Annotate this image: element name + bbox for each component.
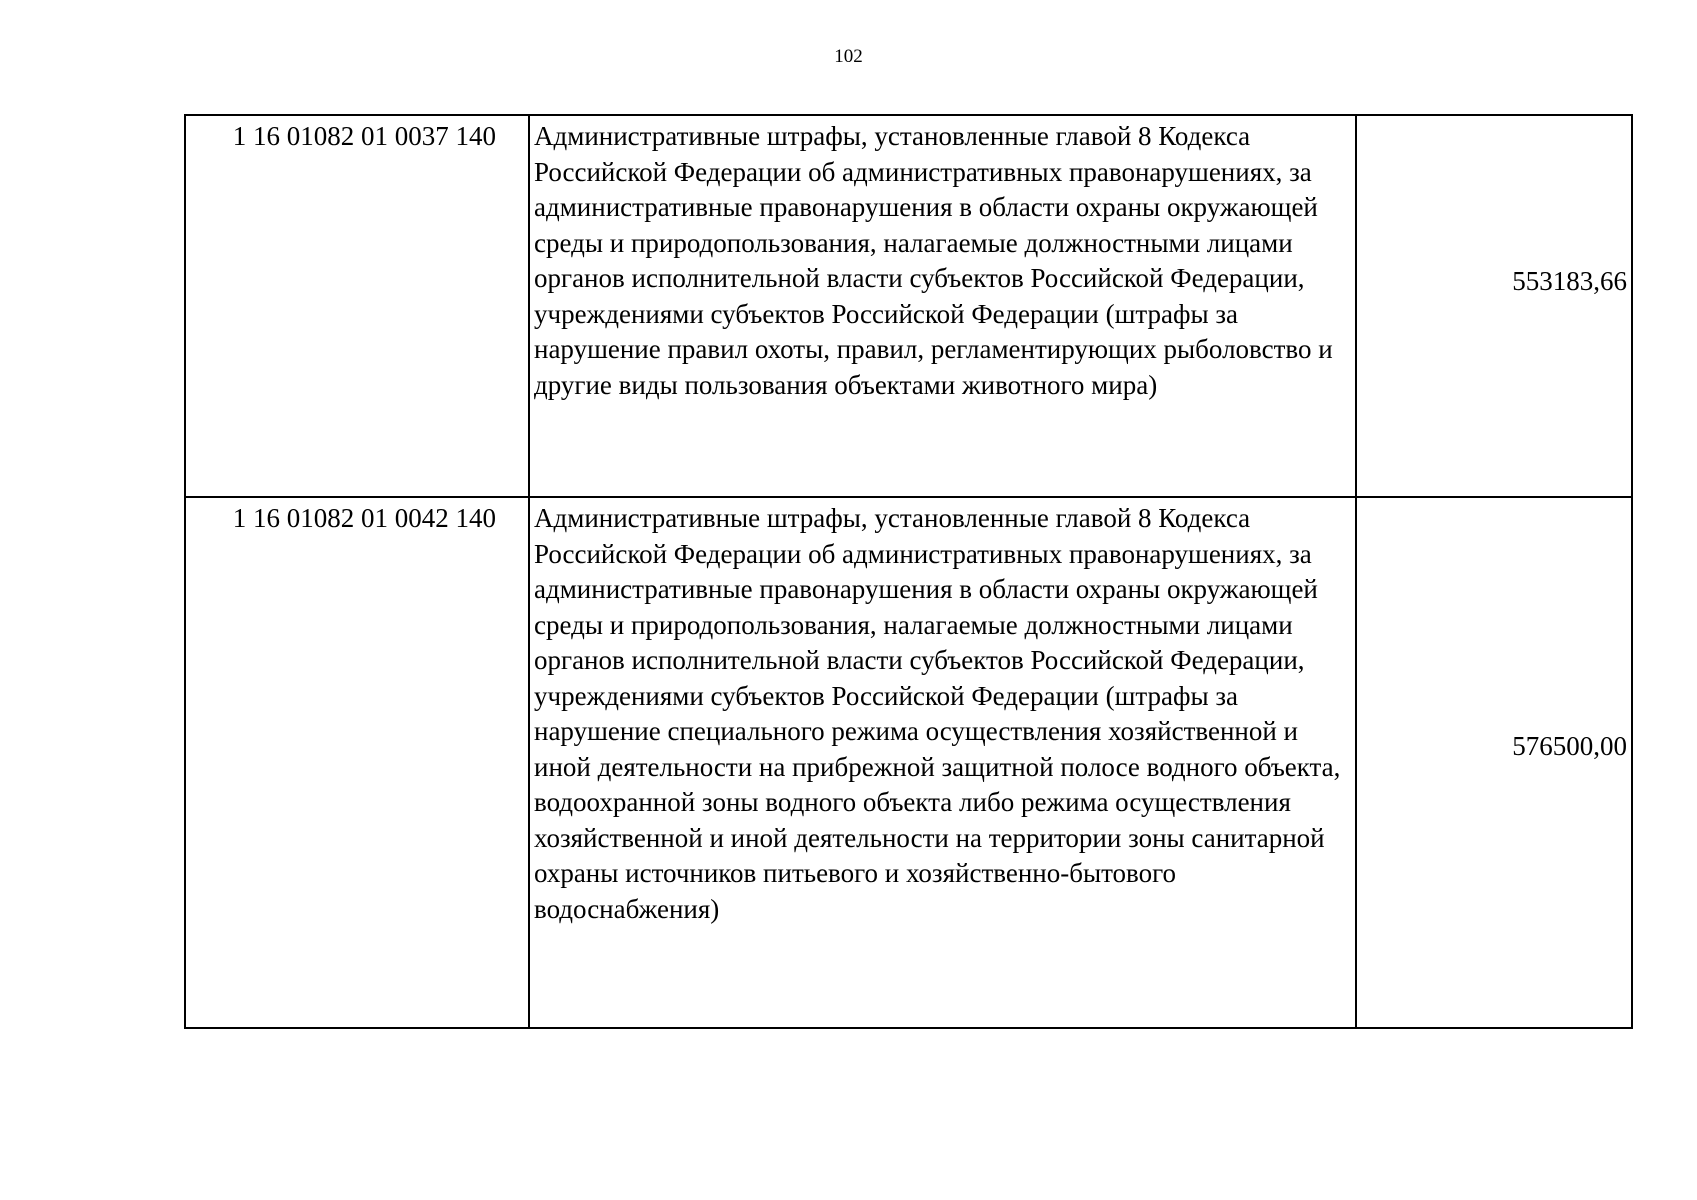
budget-classification-code: 1 16 01082 01 0037 140 [185, 115, 529, 497]
table-row [185, 497, 1632, 1028]
amount-value: 553183,66 [1512, 266, 1627, 297]
revenue-description: Административные штрафы, установленные главой 8 Кодекса Российской Федерации об административных правонарушениях, за административные правонарушения в области охраны окружающей среды и природопользования, налагаемые должностными лицами органов исполнительной власти субъектов Российской Федерации, учреждениями субъектов Российской Федерации (штрафы за нарушение специального режима осуществления хозяйственной и иной деятельности на прибрежной защитной полосе водного объекта, водоохранной зоны водного объекта либо режима осуществления хозяйственной и иной деятельности на территории зоны санитарной охраны источников питьевого и хозяйственно-бытового водоснабжения) [529, 497, 1356, 1028]
budget-classification-code: 1 16 01082 01 0042 140 [185, 497, 529, 1028]
amount-value: 576500,00 [1512, 730, 1627, 761]
page-number: 102 [834, 46, 863, 67]
amount-cell [1356, 115, 1632, 497]
amount-cell [1356, 497, 1632, 1028]
table-row [185, 115, 1632, 497]
budget-revenue-table [184, 114, 1633, 1029]
revenue-description: Административные штрафы, установленные главой 8 Кодекса Российской Федерации об административных правонарушениях, за административные правонарушения в области охраны окружающей среды и природопользования, налагаемые должностными лицами органов исполнительной власти субъектов Российской Федерации, учреждениями субъектов Российской Федерации (штрафы за нарушение правил охоты, правил, регламентирующих рыболовство и другие виды пользования объектами животного мира) [529, 115, 1356, 497]
